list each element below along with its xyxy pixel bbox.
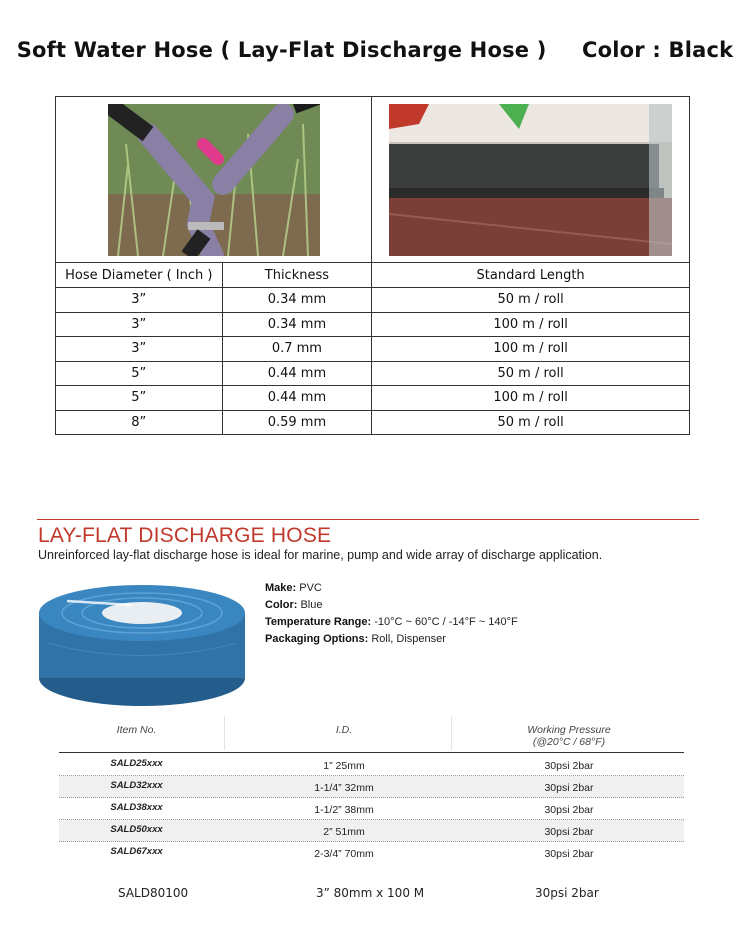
table-row: [56, 312, 690, 337]
cell-pressure: 30psi 2bar: [544, 826, 594, 838]
cell-thickness: 0.59 mm: [222, 410, 372, 435]
table-row: [59, 820, 684, 842]
table-row: [59, 776, 684, 798]
table-row: [59, 842, 684, 864]
catalog-table: [59, 716, 684, 866]
blue-hose-reel-image: [37, 583, 247, 708]
extra-pressure: 30psi 2bar: [535, 886, 599, 900]
header-item-no: Item No.: [116, 724, 157, 736]
product-title: Soft Water Hose ( Lay-Flat Discharge Hose ): [16, 38, 547, 62]
extra-item: SALD80100: [118, 886, 189, 900]
table-row: [56, 410, 690, 435]
col-header-diameter: Hose Diameter ( Inch ): [56, 263, 223, 288]
table-row: [56, 337, 690, 362]
property-color: Color: Blue: [265, 599, 323, 611]
product-properties: [265, 580, 518, 648]
extra-id: 3” 80mm x 100 M: [316, 886, 425, 900]
cell-length: 100 m / roll: [372, 337, 690, 362]
table-row: [59, 754, 684, 776]
cell-diameter: 3”: [56, 288, 223, 313]
table-row: [56, 386, 690, 411]
table-row: [56, 288, 690, 313]
cell-thickness: 0.34 mm: [222, 312, 372, 337]
table-row: [59, 798, 684, 820]
table-row: [56, 361, 690, 386]
cell-item: SALD25xxx: [110, 758, 163, 769]
cell-id: 1-1/2” 38mm: [314, 804, 374, 816]
catalog-divider: [37, 519, 699, 520]
photo-cell-right: [372, 97, 690, 263]
cell-length: 100 m / roll: [372, 312, 690, 337]
cell-length: 50 m / roll: [372, 288, 690, 313]
page-title: [0, 38, 750, 62]
header-divider: [224, 716, 225, 750]
catalog-description: Unreinforced lay-flat discharge hose is ideal for marine, pump and wide array of discharge application.: [38, 548, 603, 562]
photo-cell-left: [56, 97, 372, 263]
spec-table: [55, 96, 690, 435]
hose-field-photo: [108, 104, 320, 256]
cell-length: 50 m / roll: [372, 361, 690, 386]
cell-pressure: 30psi 2bar: [544, 848, 594, 860]
photo-row: [56, 97, 690, 263]
cell-length: 100 m / roll: [372, 386, 690, 411]
cell-id: 2-3/4” 70mm: [314, 848, 374, 860]
header-divider: [451, 716, 452, 750]
cell-id: 1-1/4” 32mm: [314, 782, 374, 794]
spec-header-row: [56, 263, 690, 288]
cell-diameter: 5”: [56, 361, 223, 386]
cell-diameter: 5”: [56, 386, 223, 411]
catalog-title: LAY-FLAT DISCHARGE HOSE: [38, 524, 332, 547]
cell-pressure: 30psi 2bar: [544, 782, 594, 794]
cell-thickness: 0.7 mm: [222, 337, 372, 362]
col-header-length: Standard Length: [372, 263, 690, 288]
property-packaging: Packaging Options: Roll, Dispenser: [265, 633, 446, 645]
cell-id: 2” 51mm: [323, 826, 365, 838]
cell-pressure: 30psi 2bar: [544, 804, 594, 816]
cell-item: SALD38xxx: [110, 802, 163, 813]
cell-item: SALD67xxx: [110, 846, 163, 857]
cell-item: SALD32xxx: [110, 780, 163, 791]
black-hose-photo: [389, 104, 672, 256]
header-pressure: Working Pressure (@20°C / 68°F): [527, 724, 611, 748]
cell-thickness: 0.44 mm: [222, 386, 372, 411]
cell-thickness: 0.44 mm: [222, 361, 372, 386]
cell-diameter: 3”: [56, 312, 223, 337]
cell-id: 1” 25mm: [323, 760, 365, 772]
cell-item: SALD50xxx: [110, 824, 163, 835]
additional-product-row: [0, 886, 750, 904]
color-label: Color : Black: [582, 38, 734, 62]
property-make: Make: PVC: [265, 582, 322, 594]
header-rule: [59, 752, 684, 753]
col-header-thickness: Thickness: [222, 263, 372, 288]
cell-diameter: 3”: [56, 337, 223, 362]
cell-pressure: 30psi 2bar: [544, 760, 594, 772]
property-temperature: Temperature Range: -10°C ~ 60°C / -14°F ~ 140°F: [265, 616, 518, 628]
header-id: I.D.: [335, 724, 353, 736]
cell-thickness: 0.34 mm: [222, 288, 372, 313]
cell-diameter: 8”: [56, 410, 223, 435]
cell-length: 50 m / roll: [372, 410, 690, 435]
